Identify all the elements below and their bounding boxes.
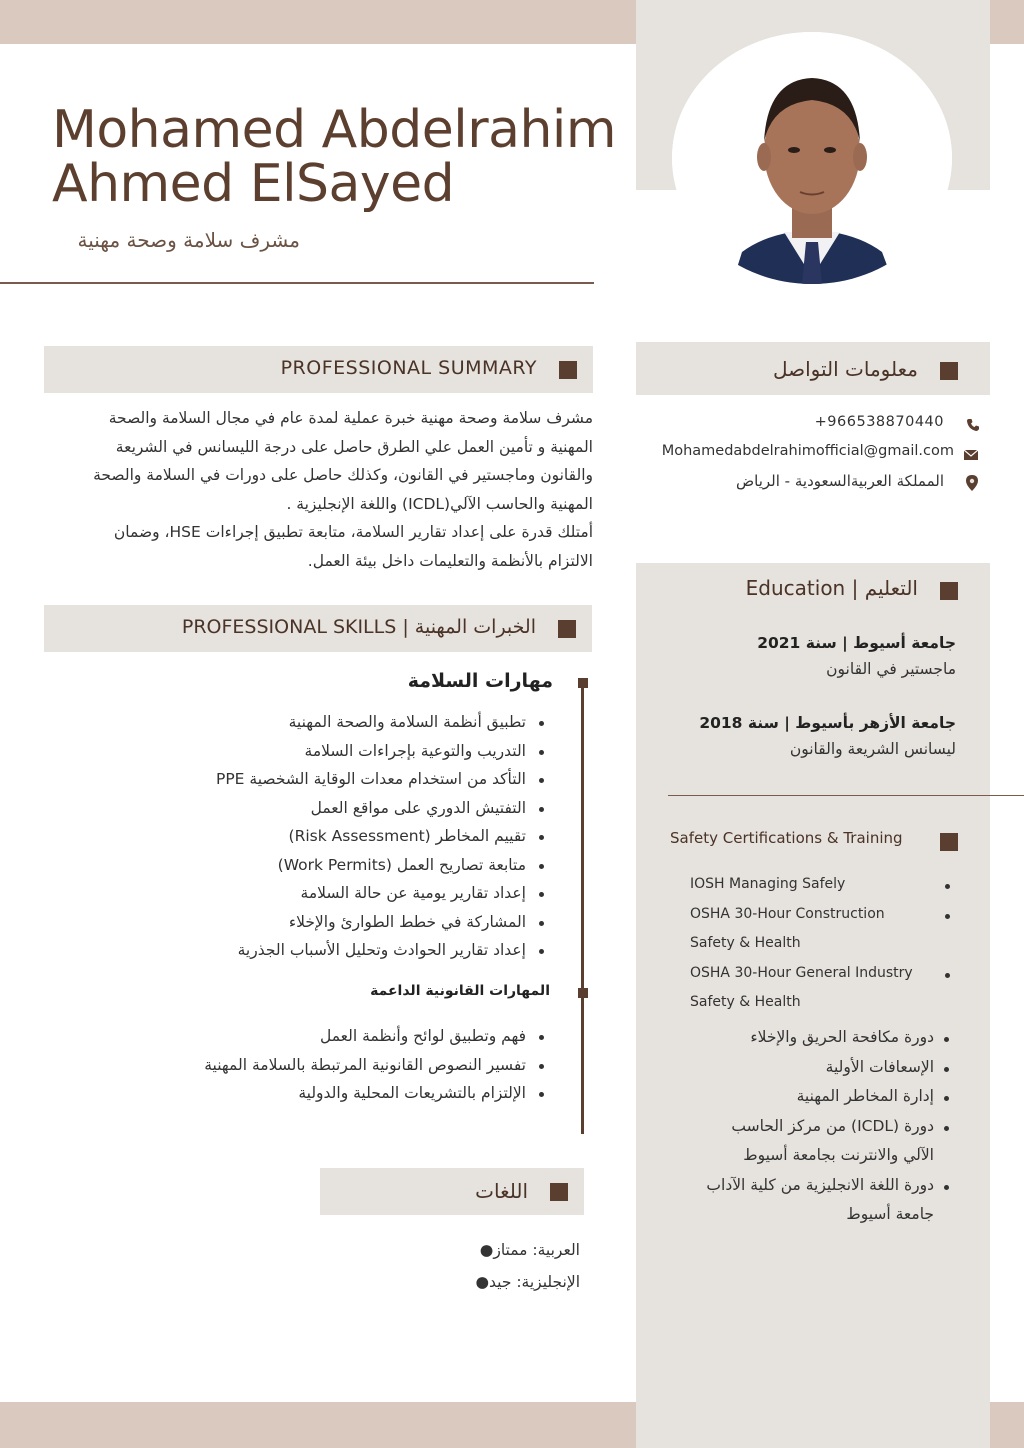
education-entry [650,710,956,762]
contact-header [636,347,990,394]
phone-number: +966538870440 [814,414,944,430]
language-item: الإنجليزية: جيد● [475,1273,580,1291]
email-address: Mohamedabdelrahimofficial@gmail.com [661,443,954,459]
divider [668,795,1024,796]
cert-item: دورة اللغة الانجليزية من كلية الآداب جامعة أسيوط [650,1171,934,1230]
list-item: إعداد تقارير يومية عن حالة السلامة [120,879,526,908]
top-band-right [990,0,1024,44]
list-item: فهم وتطبيق لوائح وأنظمة العمل [120,1022,526,1051]
skills-header [44,605,592,652]
person-portrait-icon [672,32,952,284]
section-square-icon [940,582,958,600]
safety-skills-list [120,708,526,965]
legal-skills-list [120,1022,526,1108]
summary-text [44,404,593,575]
contact-email-row [636,442,990,466]
skills-title: PROFESSIONAL SKILLS | الخبرات المهنية [181,616,536,638]
contact-location-row [636,471,990,495]
languages-title: اللغات [475,1179,528,1203]
cert-item: IOSH Managing Safely [690,870,970,900]
list-item: الإلتزام بالتشريعات المحلية والدولية [120,1079,526,1108]
list-item: تطبيق أنظمة السلامة والصحة المهنية [120,708,526,737]
education-degree: ماجستير في القانون [826,660,956,678]
top-band [0,0,636,44]
languages-list [380,1234,580,1298]
summary-line: أمتلك قدرة على إعداد تقارير السلامة، متابعة تطبيق إجراءات HSE، وضمان [113,523,593,541]
profile-photo [672,32,952,284]
education-title: Education | التعليم [745,576,918,600]
list-item: إعداد تقارير الحوادث وتحليل الأسباب الجذرية [120,936,526,965]
certifications-header [636,824,990,860]
name-line-1: Mohamed Abdelrahim [52,100,617,160]
bottom-band [0,1402,636,1448]
language-item: العربية: ممتاز● [479,1241,580,1259]
name-line-2: Ahmed ElSayed [52,154,455,214]
list-item: التدريب والتوعية بإجراءات السلامة [120,737,526,766]
timeline-marker [578,678,588,688]
section-square-icon [550,1183,568,1201]
section-square-icon [558,620,576,638]
list-item: التأكد من استخدام معدات الوقاية الشخصية PPE [120,765,526,794]
cert-item: إدارة المخاطر المهنية [650,1082,934,1112]
summary-line: مشرف سلامة وصحة مهنية خبرة عملية لمدة عام في مجال السلامة والصحة [108,409,593,427]
cert-item: دورة (ICDL) من مركز الحاسب الآلي والانترنت بجامعة أسيوط [650,1112,934,1171]
contact-phone-row [636,413,990,437]
summary-line: المهنية والحاسب الآلي(ICDL) واللغة الإنجليزية . [286,494,593,513]
cert-item: الإسعافات الأولية [650,1053,934,1083]
timeline-line [581,678,584,1134]
contact-title: معلومات التواصل [772,357,918,381]
cert-item: OSHA 30-Hour General Industry Safety & Health [690,959,970,1018]
cert-english-list [690,870,970,1018]
languages-header [320,1168,584,1215]
education-header [636,568,990,612]
job-title: مشرف سلامة وصحة مهنية [77,228,300,252]
list-item: تقييم المخاطر (Risk Assessment) [120,822,526,851]
list-item: تفسير النصوص القانونية المرتبطة بالسلامة المهنية [120,1051,526,1080]
list-item: متابعة تصاريح العمل (Work Permits) [120,851,526,880]
list-item: المشاركة في خطط الطوارئ والإخلاء [120,908,526,937]
cert-item: دورة مكافحة الحريق والإخلاء [650,1023,934,1053]
education-heading: جامعة أسيوط | سنة 2021 [757,634,956,652]
summary-line: المهنية و تأمين العمل علي الطرق حاصل على درجة الليسانس في الشريعة [115,437,593,456]
cert-item: OSHA 30-Hour Construction Safety & Health [690,900,970,959]
section-square-icon [940,833,958,851]
email-icon [964,450,978,460]
certifications-title: Safety Certifications & Training [670,829,903,847]
summary-line: الالتزام بالأنظمة والتعليمات داخل بيئة العمل. [307,551,593,570]
summary-header [44,346,593,393]
timeline-marker [578,988,588,998]
cert-arabic-list [650,1023,934,1230]
education-entry [650,630,956,682]
summary-line: والقانون وماجستير في القانون، وكذلك حاصل على دورات في السلامة والصحة [93,466,593,484]
legal-skills-title: المهارات القانونية الداعمة [370,983,550,999]
education-heading: جامعة الأزهر بأسيوط | سنة 2018 [699,714,956,732]
summary-title: PROFESSIONAL SUMMARY [280,357,537,379]
education-degree: ليسانس الشريعة والقانون [789,740,956,758]
location-text: المملكة العربيةالسعودية - الرياض [736,472,944,490]
section-square-icon [940,362,958,380]
safety-skills-title: مهارات السلامة [407,670,553,692]
section-square-icon [559,361,577,379]
location-pin-icon [966,475,978,491]
list-item: التفتيش الدوري على مواقع العمل [120,794,526,823]
bottom-band-right [990,1402,1024,1448]
divider [0,282,594,284]
phone-icon [966,418,980,432]
